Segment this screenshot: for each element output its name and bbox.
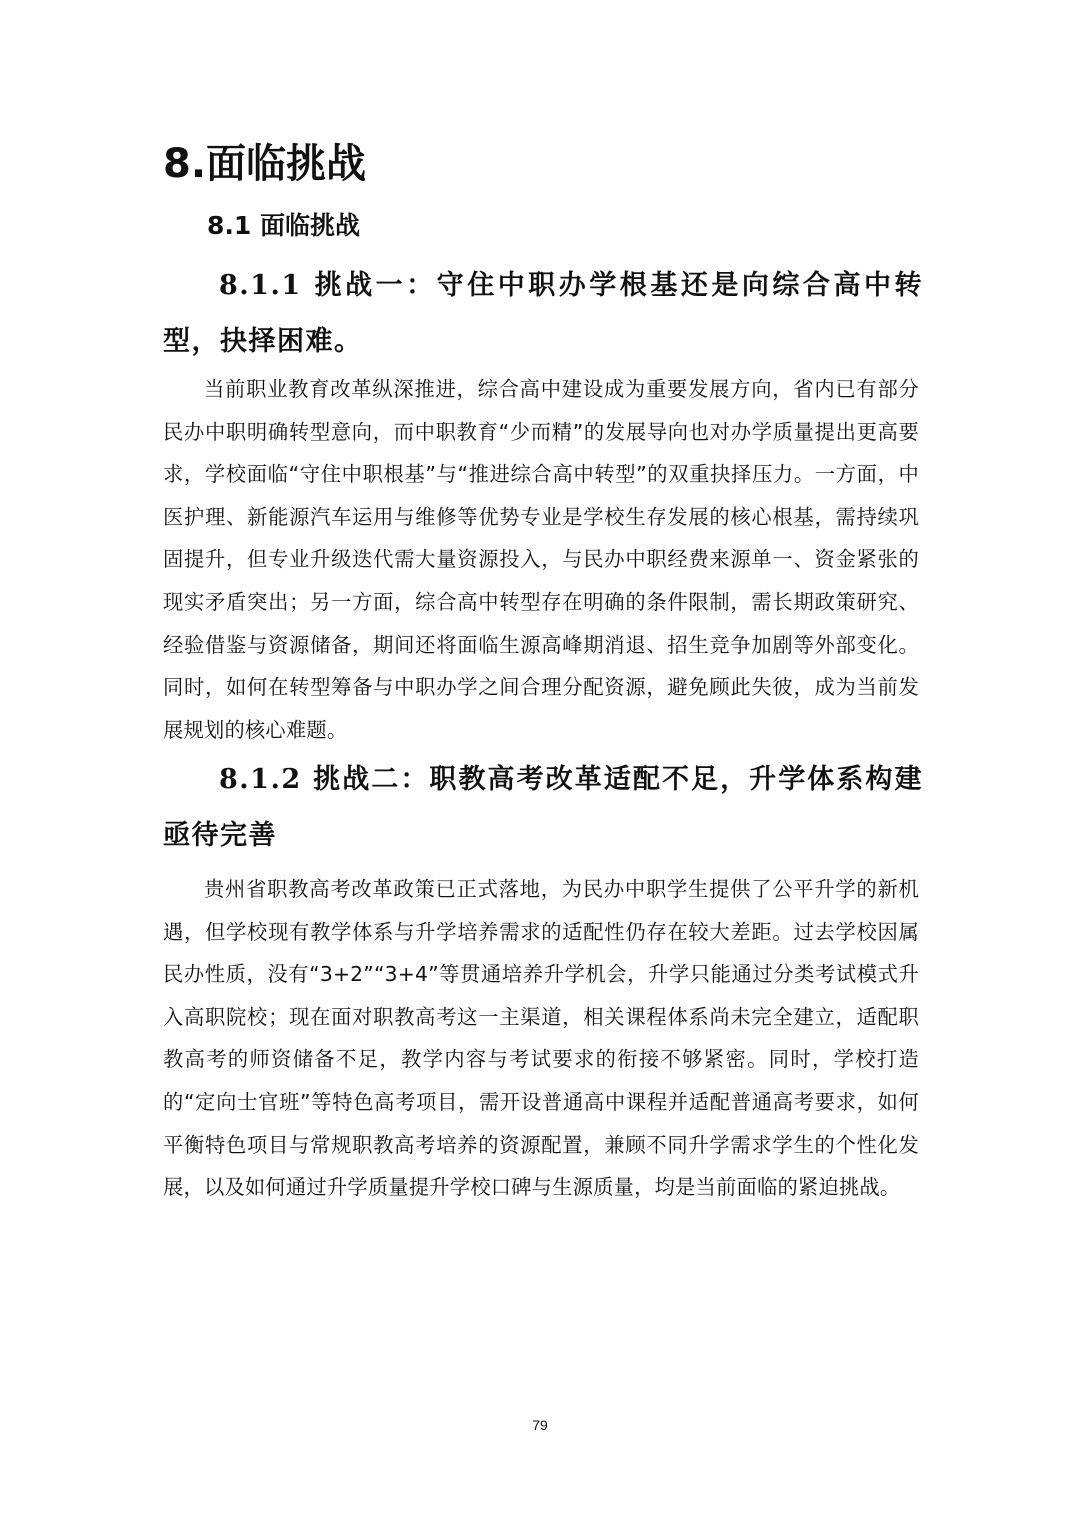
challenge-1-paragraph: 当前职业教育改革纵深推进，综合高中建设成为重要发展方向，省内已有部分民办中职明确转型意向，而中职教育“少而精”的发展导向也对办学质量提出更高要求，学校面临“守住中职根基”与“推进综合高中转型”的双重抉择压力。一方面，中医护理、新能源汽车运用与维修等优势专业是学校生存发展的核心根基，需持续巩固提升，但专业升级迭代需大量资源投入，与民办中职经费来源单一、资金紧张的现实矛盾突出；另一方面，综合高中转型存在明确的条件限制，需长期政策研究、经验借鉴与资源储备，期间还将面临生源高峰期消退、招生竞争加剧等外部变化。同时，如何在转型筹备与中职办学之间合理分配资源，避免顾此失彼，成为当前发展规划的核心难题。 — [163, 377, 919, 742]
page-number: 79 — [532, 1417, 548, 1433]
challenge-2-paragraph: 贵州省职教高考改革政策已正式落地，为民办中职学生提供了公平升学的新机遇，但学校现有教学体系与升学培养需求的适配性仍存在较大差距。过去学校因属民办性质，没有“3+2”“3+4”等贯通培养升学机会，升学只能通过分类考试模式升入高职院校；现在面对职教高考这一主渠道，相关课程体系尚未完全建立，适配职教高考的师资储备不足，教学内容与考试要求的衔接不够紧密。同时，学校打造的“定向士官班”等特色高考项目，需开设普通高中课程并适配普通高考要求，如何平衡特色项目与常规职教高考培养的资源配置，兼顾不同升学需求学生的个性化发展，以及如何通过升学质量提升学校口碑与生源质量，均是当前面临的紧迫挑战。 — [163, 877, 919, 1200]
challenge-2-heading: 8.1.2 挑战二：职教高考改革适配不足，升学体系构建亟待完善 — [163, 764, 923, 851]
challenge-1-heading: 8.1.1 挑战一：守住中职办学根基还是向综合高中转型，抉择困难。 — [163, 270, 923, 357]
section-title: 8.面临挑战 — [163, 141, 367, 187]
subsection-title: 8.1 面临挑战 — [207, 211, 360, 240]
